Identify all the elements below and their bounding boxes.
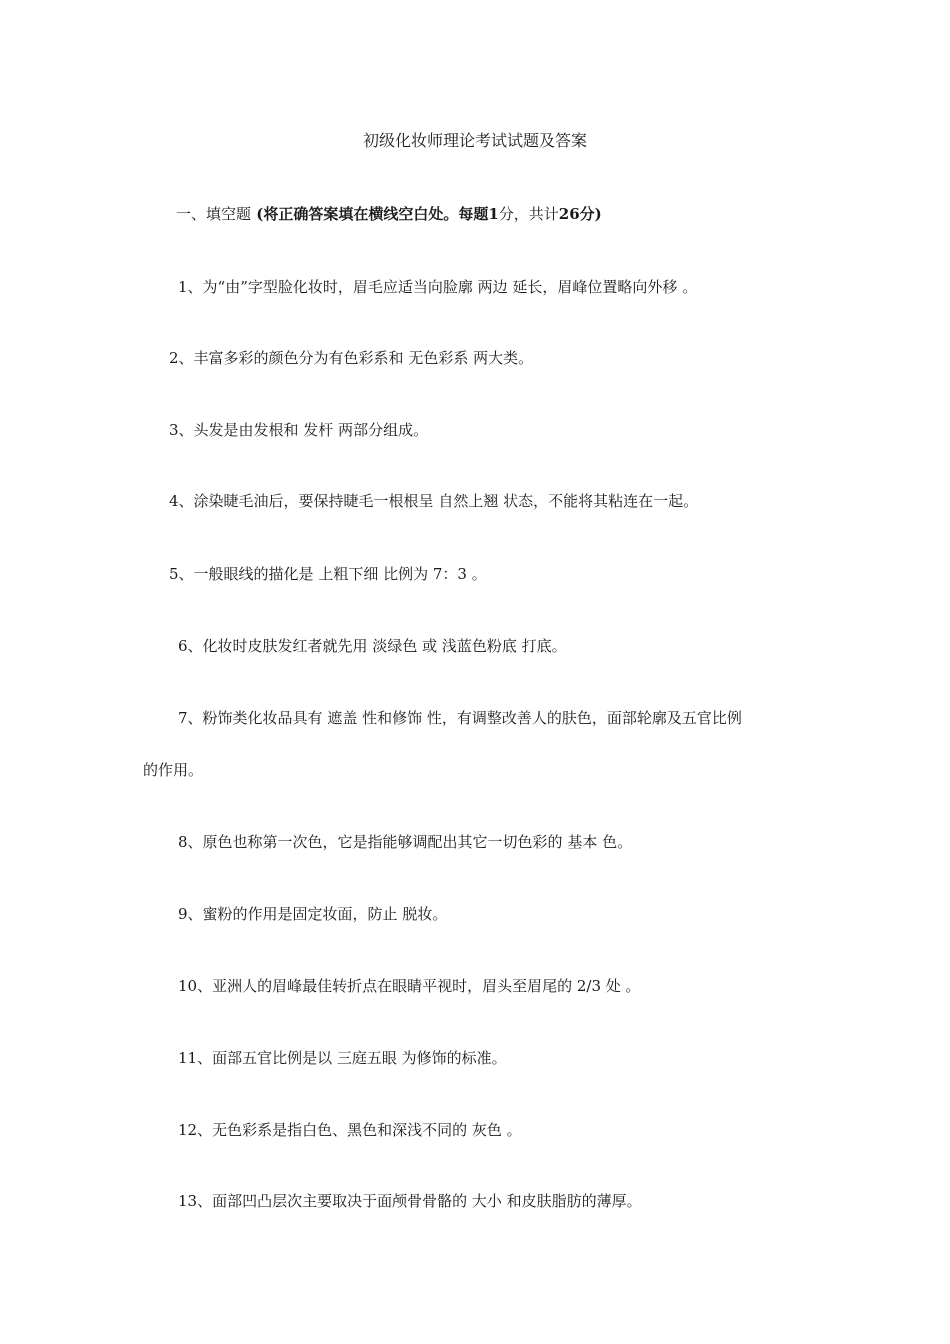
question-2: 2、丰富多彩的颜色分为有色彩系和 无色彩系 两大类。 [169, 349, 534, 367]
question-11: 11、面部五官比例是以 三庭五眼 为修饰的标准。 [178, 1049, 507, 1067]
section-prefix: 一、填空题 [176, 205, 252, 223]
question-7-continuation: 的作用。 [143, 761, 204, 779]
section-points-each: 1 [488, 205, 499, 223]
question-10: 10、亚洲人的眉峰最佳转折点在眼睛平视时，眉头至眉尾的 2/3 处 。 [178, 977, 641, 995]
document-title: 初级化妆师理论考试试题及答案 [362, 131, 587, 150]
section-heading [176, 203, 602, 225]
question-13: 13、面部凹凸层次主要取决于面颅骨骨骼的 大小 和皮肤脂肪的薄厚。 [178, 1192, 642, 1210]
question-6: 6、化妆时皮肤发红者就先用 淡绿色 或 浅蓝色粉底 打底。 [178, 637, 567, 655]
question-1: 1、为“由”字型脸化妆时，眉毛应适当向脸廓 两边 延长，眉峰位置略向外移 。 [178, 278, 698, 296]
question-9: 9、蜜粉的作用是固定妆面，防止 脱妆。 [178, 905, 448, 923]
section-instruction-open: (将正确答案填在横线空白处。每题 [251, 205, 489, 223]
section-points-total: 26 [558, 205, 580, 223]
question-4: 4、涂染睫毛油后，要保持睫毛一根根呈 自然上翘 状态，不能将其粘连在一起。 [169, 492, 699, 510]
question-5: 5、一般眼线的描化是 上粗下细 比例为 7：3 。 [169, 565, 487, 583]
question-3: 3、头发是由发根和 发杆 两部分组成。 [169, 421, 429, 439]
question-7: 7、粉饰类化妆品具有 遮盖 性和修饰 性，有调整改善人的肤色，面部轮廓及五官比例 [178, 709, 742, 727]
question-12: 12、无色彩系是指白色、黑色和深浅不同的 灰色 。 [178, 1121, 522, 1139]
section-mid: 分，共计 [498, 205, 559, 223]
question-8: 8、原色也称第一次色，它是指能够调配出其它一切色彩的 基本 色。 [178, 833, 633, 851]
section-tail: 分) [579, 205, 602, 223]
